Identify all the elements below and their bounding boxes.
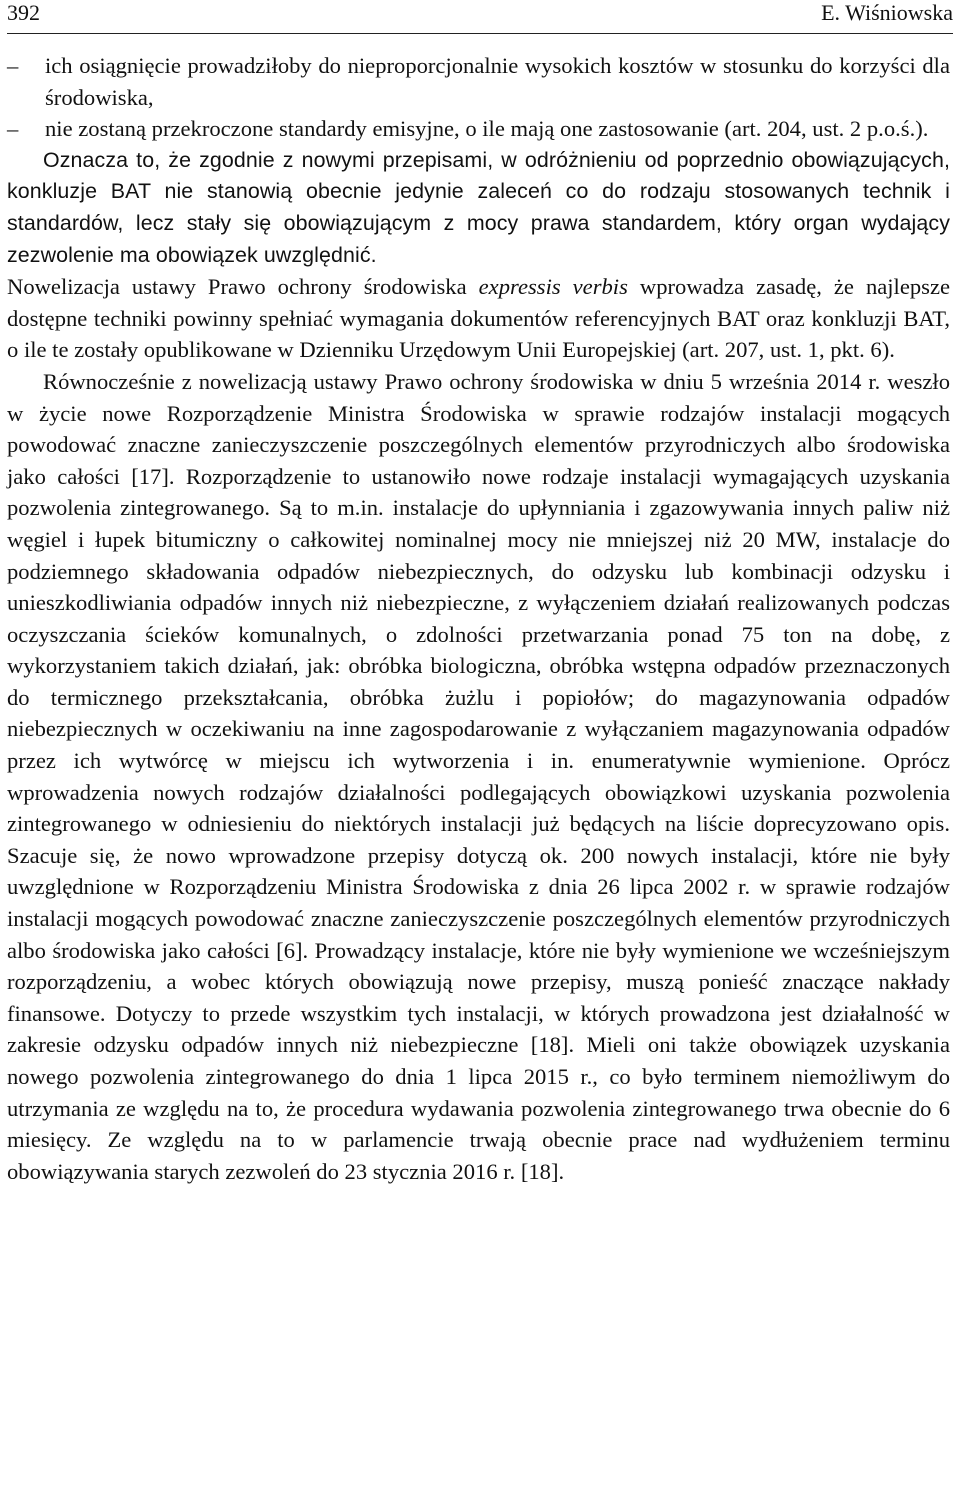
list-item <box>7 50 950 113</box>
page-number: 392 <box>7 0 40 25</box>
paragraph-amendment-part2: wprowadza zasadę, że najlepsze dostępne techniki powinny spełniać wymagania dokumentów referencyjnych BAT oraz konkluzji BAT, o ile te zostały opublikowane w Dzienniku Urzędowym Unii Europejskiej (art. 207, ust. 1, pkt. 6). <box>7 274 951 363</box>
header-rule <box>7 33 953 34</box>
dash-marker: – <box>7 53 19 78</box>
body-text <box>7 50 950 1187</box>
dash-marker: – <box>7 116 19 142</box>
paragraph-bat-conclusions: Oznacza to, że zgodnie z nowymi przepisami, w odróżnieniu od poprzednio obowiązujących, konkluzje BAT nie stanowią obecnie jedynie zaleceń co do rodzaju stosowanych technik i standardów, lecz stały się obowiązującym z mocy prawa standardem, który organ wydający zezwolenie ma obowiązek uwzględnić. <box>7 147 950 267</box>
paragraph-regulation: Równocześnie z nowelizacją ustawy Prawo ochrony środowiska w dniu 5 września 2014 r. weszło w życie nowe Rozporządzenie Ministra Środowiska w sprawie rodzajów instalacji mogących powodować znaczne zanieczyszczenie poszczególnych elementów przyrodniczych albo środowiska jako całości [17]. Rozporządzenie to ustanowiło nowe rodzaje instalacji wymagających uzyskania pozwolenia zintegrowanego. Są to m.in. instalacje do upłynniania i zgazowywania innych paliw niż węgiel i łupek bitumiczny o całkowitej nominalnej mocy nie mniejszej niż 20 MW, instalacje do podziemnego składowania odpadów niebezpiecznych, do odzysku lub kombinacji odzysku i unieszkodliwiania odpadów innych niż niebezpieczne, z wyłączeniem działań realizowanych podczas oczyszczania ścieków komunalnych, o zdolności przetwarzania ponad 75 ton na dobę, z wykorzystaniem takich działań, jak: obróbka biologiczna, obróbka wstępna odpadów przeznaczonych do termicznego przekształcania, obróbka żużlu i popiołów; do magazynowania odpadów niebezpiecznych w oczekiwaniu na inne zagospodarowanie z wyłączaniem magazynowania odpadów przez ich wytwórcę w miejscu ich wytworzenia i in. enumeratywnie wymienione. Oprócz wprowadzenia nowych rodzajów działalności podlegających obowiązkowi uzyskania pozwolenia zintegrowanego w odniesieniu do niektórych instalacji już będących na liście doprecyzowano opis. Szacuje się, że nowo wprowadzone przepisy dotyczą ok. 200 nowych instalacji, które nie były uwzględnione w Rozporządzeniu Ministra Środowiska z dnia 26 lipca 2002 r. w sprawie rodzajów instalacji mogących powodować znaczne zanieczyszczenie poszczególnych elementów przyrodniczych albo środowiska jako całości [6]. Prowadzący instalacje, które nie były wymienione we wcześniejszym rozporządzeniu, a wobec których obowiązują nowe przepisy, muszą ponieść znaczące nakłady finansowe. Dotyczy to przede wszystkim tych instalacji, w których prowadzona jest działalność w zakresie odzysku odpadów innych niż niebezpieczne [18]. Mieli oni także obowiązek uzyskania nowego pozwolenia zintegrowanego do dnia 1 lipca 2015 r., co było terminem niemożliwym do utrzymania ze względu na to, że procedura wydawania pozwolenia zintegrowanego trwa obecnie do 6 miesięcy. Ze względu na to w parlamencie trwają obecnie prace nad wydłużeniem terminu obowiązywania starych zezwoleń do 23 stycznia 2016 r. [18]. <box>7 368 950 1184</box>
paragraph-amendment <box>7 271 950 366</box>
list-item <box>7 113 950 145</box>
running-head: E. Wiśniowska <box>821 0 953 25</box>
list-item-text: nie zostaną przekroczone standardy emisyjne, o ile mają one zastosowanie (art. 204, ust. 2 p.o.ś.). <box>45 116 929 142</box>
paragraph-amendment-part1: Nowelizacja ustawy Prawo ochrony środowiska <box>7 274 479 300</box>
page-header <box>7 0 953 30</box>
latin-phrase: expressis verbis <box>478 274 628 300</box>
list-item-text: ich osiągnięcie prowadziłoby do nieproporcjonalnie wysokich kosztów w stosunku do korzyści dla środowiska, <box>45 53 950 110</box>
